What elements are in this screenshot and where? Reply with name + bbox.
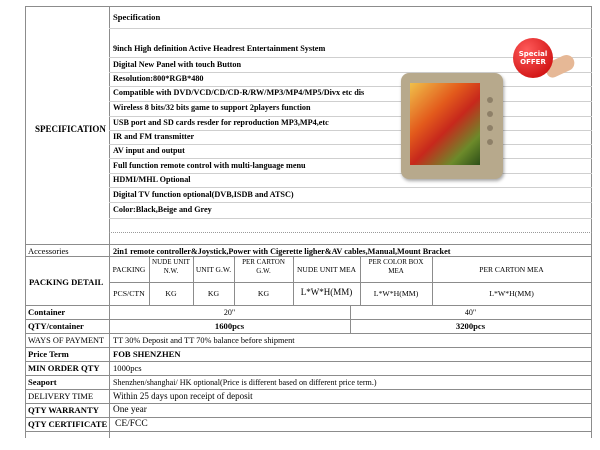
packing-detail-label: PACKING DETAIL [29,277,104,287]
payment-label: WAYS OF PAYMENT [28,336,105,345]
spec-line: 9inch High definition Active Headrest Entertainment System [113,44,326,53]
packing-header: PACKING [112,265,146,274]
special-offer-badge: Special OFFER [513,38,553,78]
packing-header: PER COLOR BOX MEA [368,258,424,275]
packing-header: PER CARTON MEA [479,265,544,274]
packing-value: KG [207,289,220,298]
min-order-label: MIN ORDER QTY [28,363,100,373]
packing-value: L*W*H(MM) [373,289,419,298]
headrest-monitor-image [401,73,503,179]
warranty-label: QTY WARRANTY [28,405,99,415]
qty-container-20ft: 1600pcs [214,321,245,331]
container-20ft: 20" [223,308,236,317]
qty-container-label: QTY/container [28,321,84,331]
spec-line: Compatible with DVD/VCD/CD/CD-R/RW/MP3/MP4/MP5/Divx etc dis [113,88,365,97]
qty-container-40ft: 3200pcs [455,321,486,331]
packing-value: L*W*H(MM) [300,287,353,297]
spec-sheet [25,6,592,438]
packing-header: NUDE UNIT N.W. [152,258,190,275]
spec-line: Color:Black,Beige and Grey [113,205,212,214]
spec-line: HDMI/MHL Optional [113,175,191,184]
container-40ft: 40" [464,308,477,317]
spec-line: IR and FM transmitter [113,132,195,141]
spec-line: Resolution:800*RGB*480 [113,74,204,83]
packing-value: PCS/CTN [113,289,145,298]
packing-value: KG [257,289,270,298]
spec-line: Wireless 8 bits/32 bits game to support 2players function [113,103,311,112]
specification-heading: Specification [113,12,161,22]
container-label: Container [28,307,66,317]
min-order-value: 1000pcs [113,363,142,373]
delivery-time-value: Within 25 days upon receipt of deposit [113,391,253,401]
packing-header: UNIT G.W. [195,265,232,274]
certificate-label: QTY CERTIFICATE [28,419,108,429]
spec-line: USB port and SD cards resder for reproduction MP3,MP4,etc [113,118,329,127]
payment-value: TT 30% Deposit and TT 70% balance before shipment [113,336,295,345]
packing-value: L*W*H(MM) [489,289,534,298]
accessories-value: 2in1 remote controller&Joystick,Power with Cigerette ligher&AV cables,Manual,Mount Bracket [113,247,451,256]
packing-header: NUDE UNIT MEA [296,265,357,274]
spec-line: Digital New Panel with touch Button [113,60,242,69]
spec-line: AV input and output [113,146,185,155]
packing-value: KG [165,289,177,298]
price-term-value: FOB SHENZHEN [113,349,181,359]
accessories-label: Accessories [28,246,69,256]
packing-header: PER CARTON G.W. [242,258,285,275]
spec-line: Full function remote control with multi-language menu [113,161,306,170]
specification-label: SPECIFICATION [35,124,106,134]
monitor-screen [410,83,480,165]
seaport-value: Shenzhen/shanghai/ HK optional(Price is different based on different price term.) [113,378,377,387]
warranty-value: One year [113,405,147,415]
certificate-value: CE/FCC [115,419,148,429]
seaport-label: Seaport [28,377,57,387]
delivery-time-label: DELIVERY TIME [28,391,94,401]
spec-line: Digital TV function optional(DVB,ISDB and ATSC) [113,190,294,199]
price-term-label: Price Term [28,349,69,359]
